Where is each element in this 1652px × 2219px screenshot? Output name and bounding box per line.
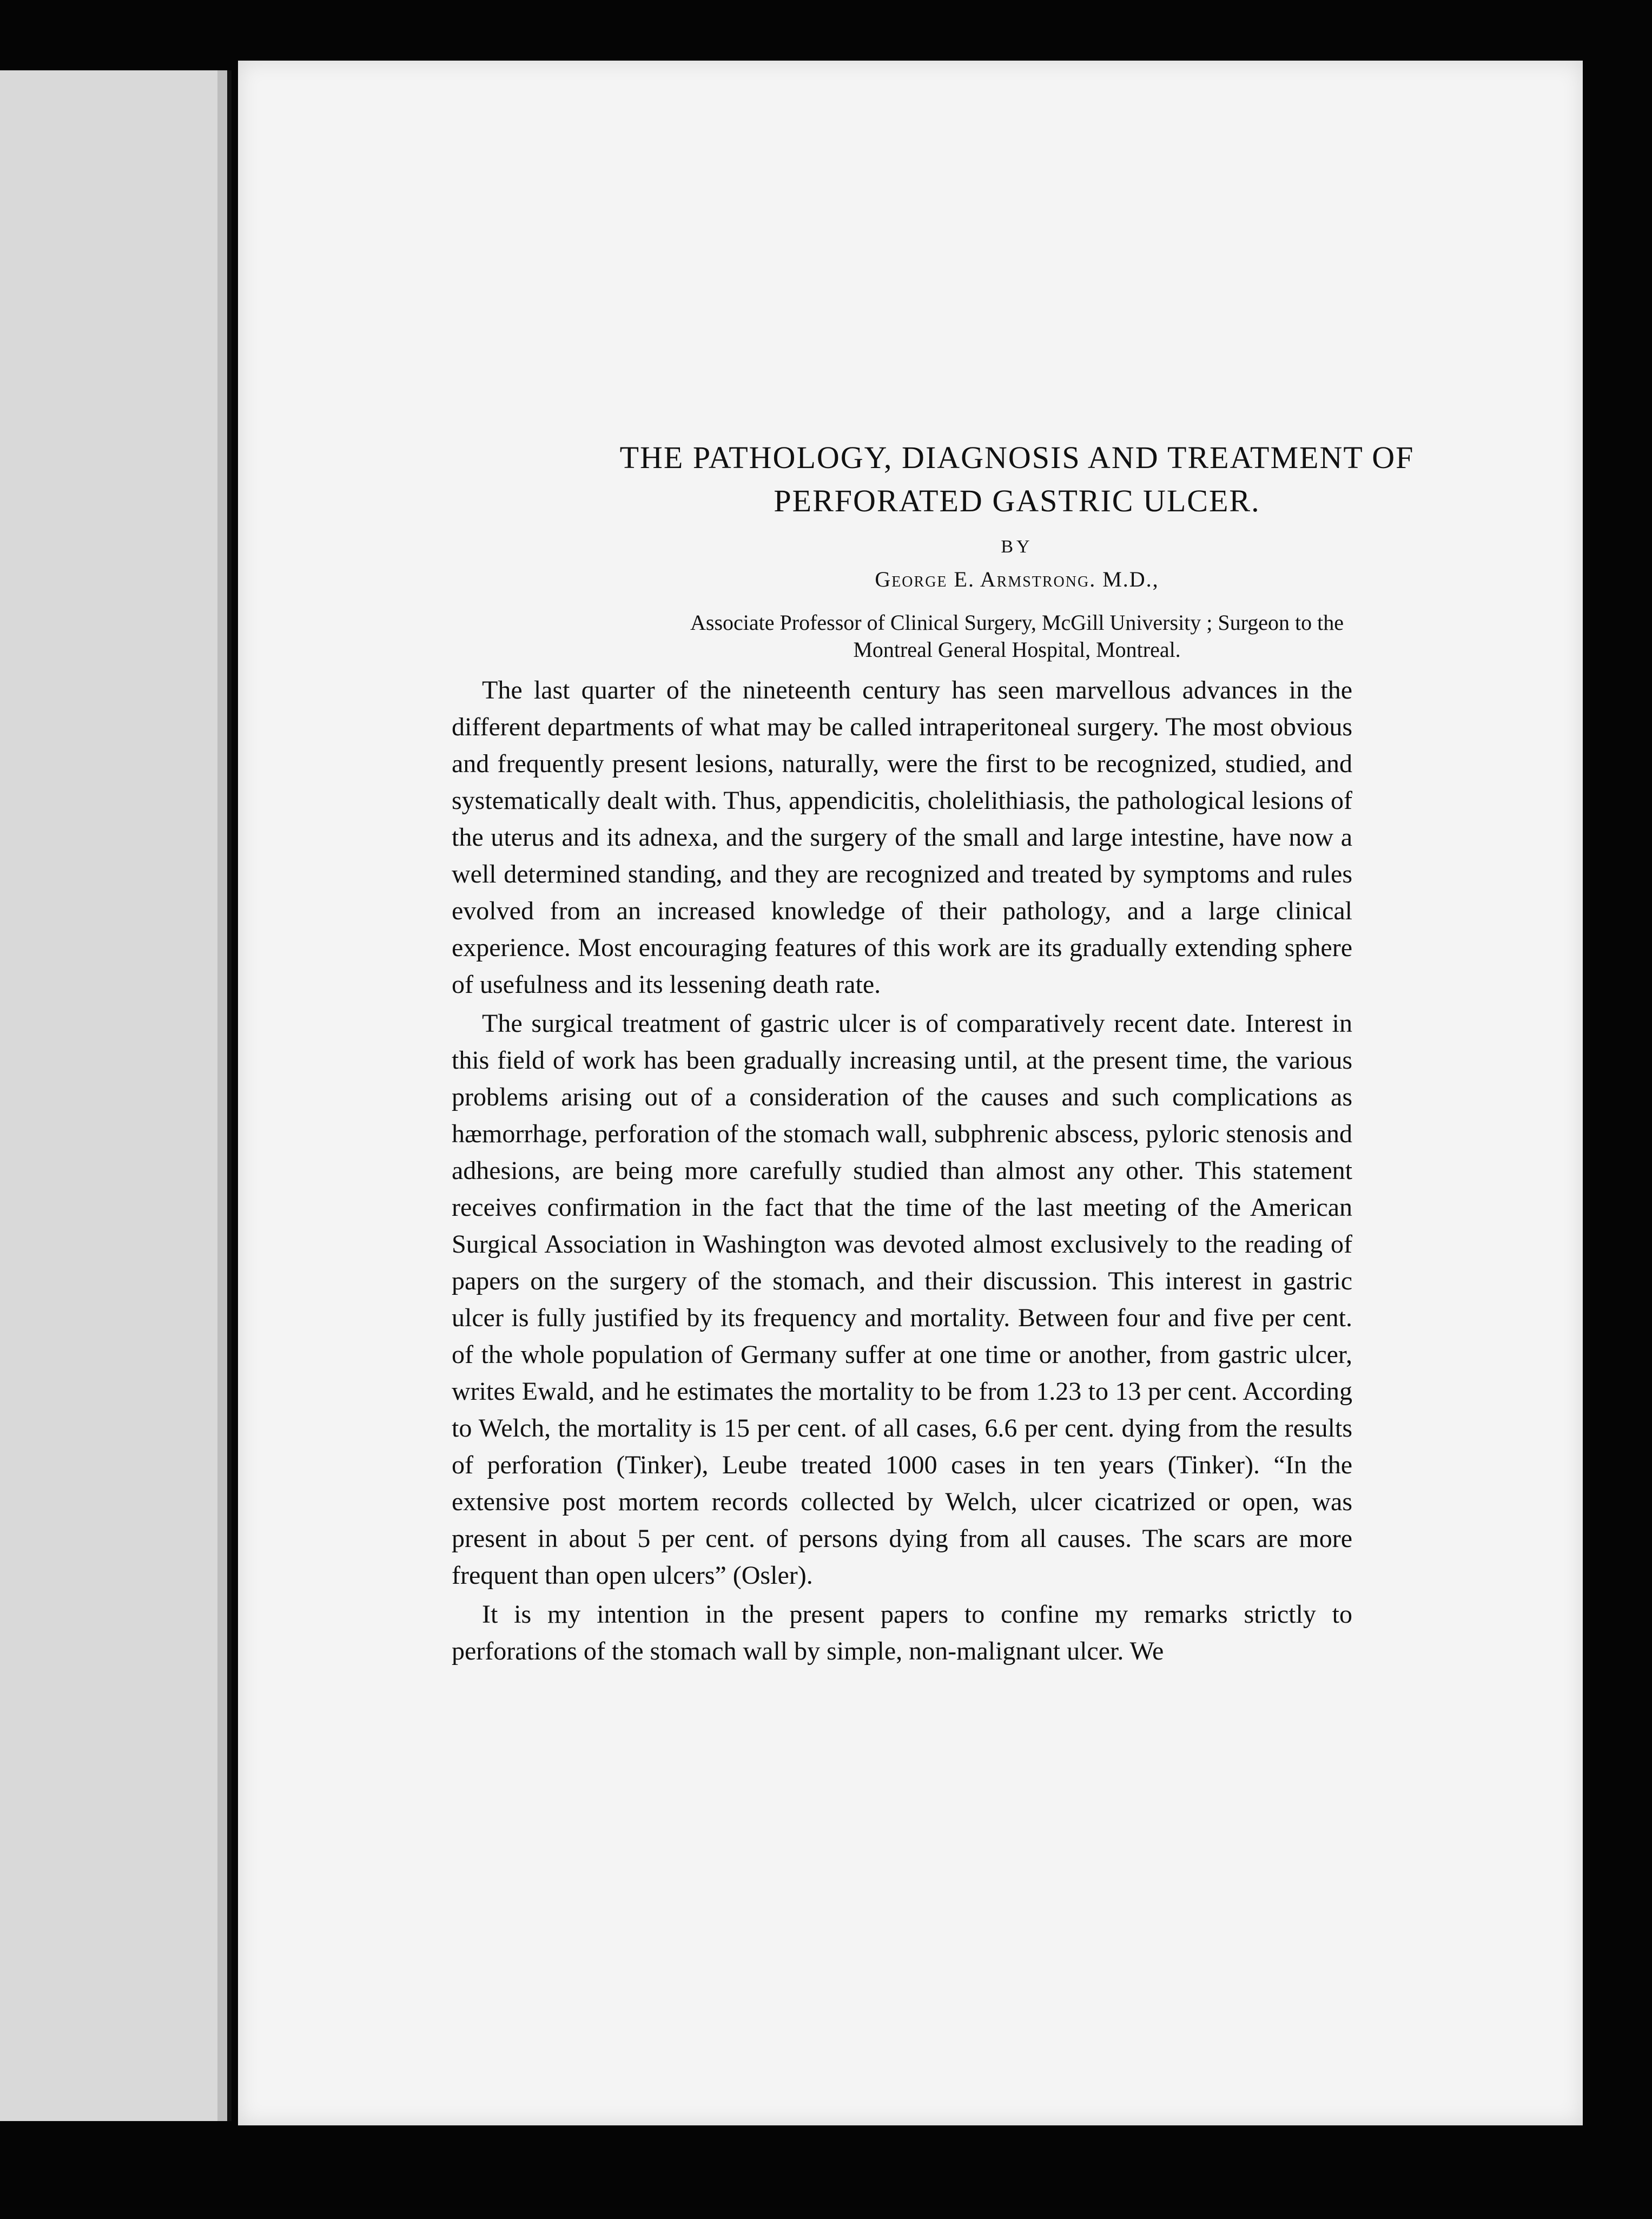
article-title-line-1: THE PATHOLOGY, DIAGNOSIS AND TREATMENT OF bbox=[619, 440, 1415, 475]
page-gutter bbox=[217, 70, 227, 2121]
author-name: George E. Armstrong. M.D., bbox=[875, 567, 1159, 591]
author-affiliation-line-2: Montreal General Hospital, Montreal. bbox=[853, 637, 1181, 662]
paragraph-1: The last quarter of the nineteenth century has seen marvellous advances in the different departments of what may be called intraperitoneal surgery. The most obvious and frequently present lesions, naturally, were the first to be recognized, studied, and systematically dealt with. Thus, appendicitis, cholelithiasis, the pathological lesions of the uterus and its adnexa, and the surgery of the small and large intestine, have now a well determined standing, and they are recognized and treated by symptoms and rules evolved from an increased knowledge of their pathology, and a large clinical experience. Most encouraging features of this work are its gradually extending sphere of usefulness and its lessening death rate. bbox=[452, 676, 1352, 999]
article-title-line-2: PERFORATED GASTRIC ULCER. bbox=[774, 483, 1260, 518]
byline-label: BY bbox=[1001, 537, 1033, 557]
document-page bbox=[238, 61, 1583, 2125]
paragraph-3: It is my intention in the present papers to confine my remarks strictly to perforations of the stomach wall by simple, non-malignant ulcer. We bbox=[452, 1600, 1352, 1665]
article-body bbox=[452, 672, 1352, 1672]
author-affiliation-line-1: Associate Professor of Clinical Surgery, McGill University ; Surgeon to the bbox=[690, 610, 1344, 635]
paragraph-2: The surgical treatment of gastric ulcer is of comparatively recent date. Interest in this field of work has been gradually increasing until, at the present time, the various problems arising out of a consideration of the causes and such complications as hæmorrhage, perforation of the stomach wall, subphrenic abscess, pyloric stenosis and adhesions, are being more carefully studied than almost any other. This statement receives confirmation in the fact that the time of the last meeting of the American Surgical Association in Washington was devoted almost exclusively to the reading of papers on the surgery of the stomach, and their discussion. This interest in gastric ulcer is fully justified by its frequency and mortality. Between four and five per cent. of the whole population of Germany suffer at one time or another, from gastric ulcer, writes Ewald, and he estimates the mortality to be from 1.23 to 13 per cent. According to Welch, the mortality is 15 per cent. of all cases, 6.6 per cent. dying from the results of perforation (Tinker), Leube treated 1000 cases in ten years (Tinker). “In the extensive post mortem records collected by Welch, ulcer cicatrized or open, was present in about 5 per cent. of persons dying from all causes. The scars are more frequent than open ulcers” (Osler). bbox=[452, 1009, 1352, 1590]
facing-page-edge bbox=[0, 70, 232, 2121]
